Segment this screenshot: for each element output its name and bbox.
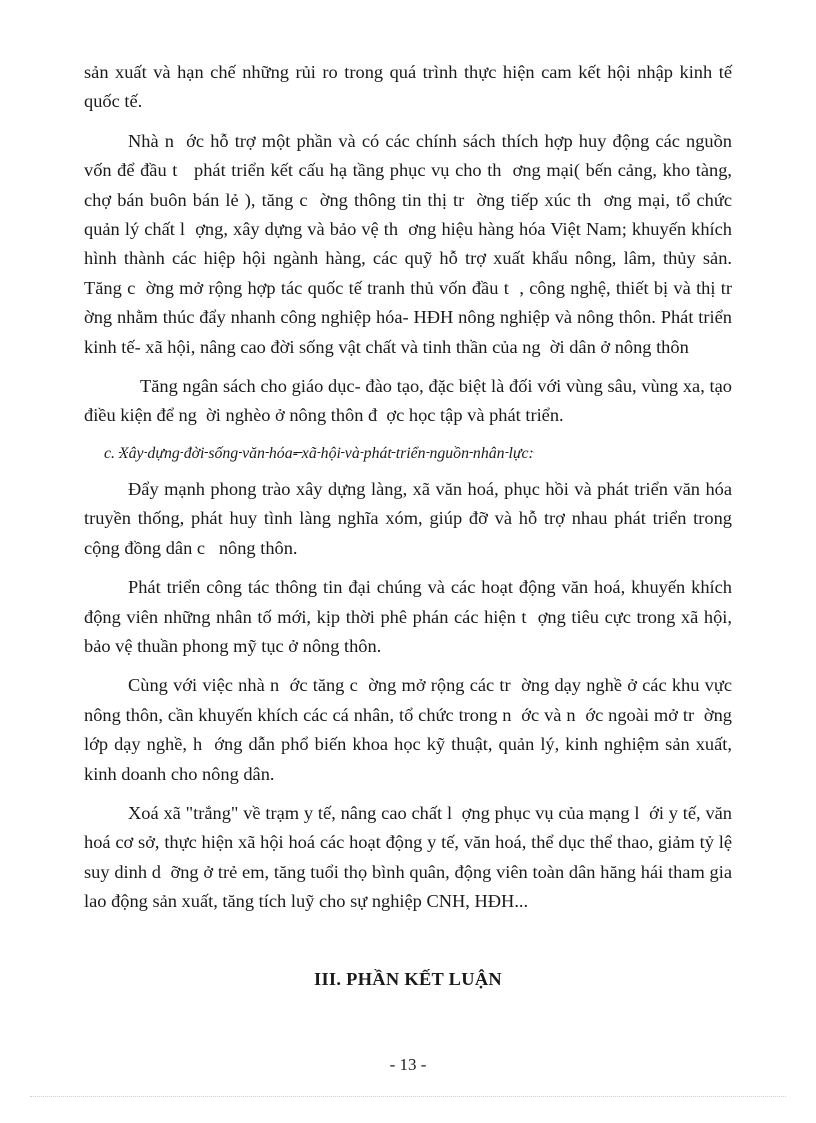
section-c-label: c. (104, 444, 119, 462)
bottom-divider (30, 1096, 786, 1097)
paragraph-state-support: Nhà n ớc hỗ trợ một phần và có các chính sách thích hợp huy động các nguồn vốn để đầu t phát triển kết cấu hạ tầng phục vụ cho th ơng mại( bến cảng, kho tàng, chợ bán buôn bán lẻ ), tăng c ờng thông tin thị tr ờng tiếp xúc th ơng mại, tổ chức quản lý chất l ợng, xây dựng và bảo vệ th ơng hiệu hàng hóa Việt Nam; khuyến khích hình thành các hiệp hội ngành hàng, các quỹ hỗ trợ xuất khẩu nông, lâm, thủy sản. Tăng c ờng mở rộng hợp tác quốc tế tranh thủ vốn đầu t , công nghệ, thiết bị và thị tr ờng nhằm thúc đẩy nhanh công nghiệp hóa- HĐH nông nghiệp và nông thôn. Phát triển kinh tế- xã hội, nâng cao đời sống vật chất và tinh thần của ng ời dân ở nông thôn (84, 130, 742, 357)
document-body (84, 58, 742, 917)
conclusion-heading: III. PHẦN KẾT LUẬN (314, 969, 502, 989)
paragraph-continuation: sản xuất và hạn chế những rủi ro trong quá trình thực hiện cam kết hội nhập kinh tế quốc tế. (84, 62, 737, 112)
paragraph-mass-media: Phát triển công tác thông tin đại chúng và các hoạt động văn hoá, khuyến khích động viên những nhân tố mới, kịp thời phê phán các hiện t ợng tiêu cực trong xã hội, bảo vệ thuần phong mỹ tục ở nông thôn. (84, 577, 737, 656)
page-number: - 13 - (389, 1055, 427, 1074)
section-c-heading (84, 442, 732, 466)
paragraph-health-care: Xoá xã "trắng" về trạm y tế, nâng cao chất l ợng phục vụ của mạng l ới y tế, văn hoá cơ sở, thực hiện xã hội hoá các hoạt động y tế, văn hoá, thể dục thể thao, giảm tỷ lệ suy dinh d ỡng ở trẻ em, tăng tuổi thọ bình quân, động viên toàn dân hăng hái tham gia lao động sản xuất, tăng tích luỹ cho sự nghiệp CNH, HĐH... (84, 802, 737, 912)
paragraph-vocational-schools: Cùng với việc nhà n ớc tăng c ờng mở rộng các tr ờng dạy nghề ở các khu vực nông thôn, cần khuyến khích các cá nhân, tổ chức trong n ớc và n ớc ngoài mở tr ờng lớp dạy nghề, h ớng dẫn phổ biến khoa học kỹ thuật, quản lý, kinh nghiệm sản xuất, kinh doanh cho nông dân. (84, 675, 737, 784)
section-c-title: Xây dựng đời sống văn hóa- xã hội và phát triển nguồn nhân lực: (118, 444, 534, 462)
paragraph-cultural-village: Đẩy mạnh phong trào xây dựng làng, xã văn hoá, phục hồi và phát triển văn hóa truyền thống, phát huy tình làng nghĩa xóm, giúp đỡ và hỗ trợ nhau phát triển trong cộng đồng dân c nông thôn. (84, 478, 737, 558)
paragraph-education-budget: Tăng ngân sách cho giáo dục- đào tạo, đặc biệt là đối với vùng sâu, vùng xa, tạo điều kiện để ng ời nghèo ở nông thôn đ ợc học tập và phát triển. (84, 376, 737, 426)
